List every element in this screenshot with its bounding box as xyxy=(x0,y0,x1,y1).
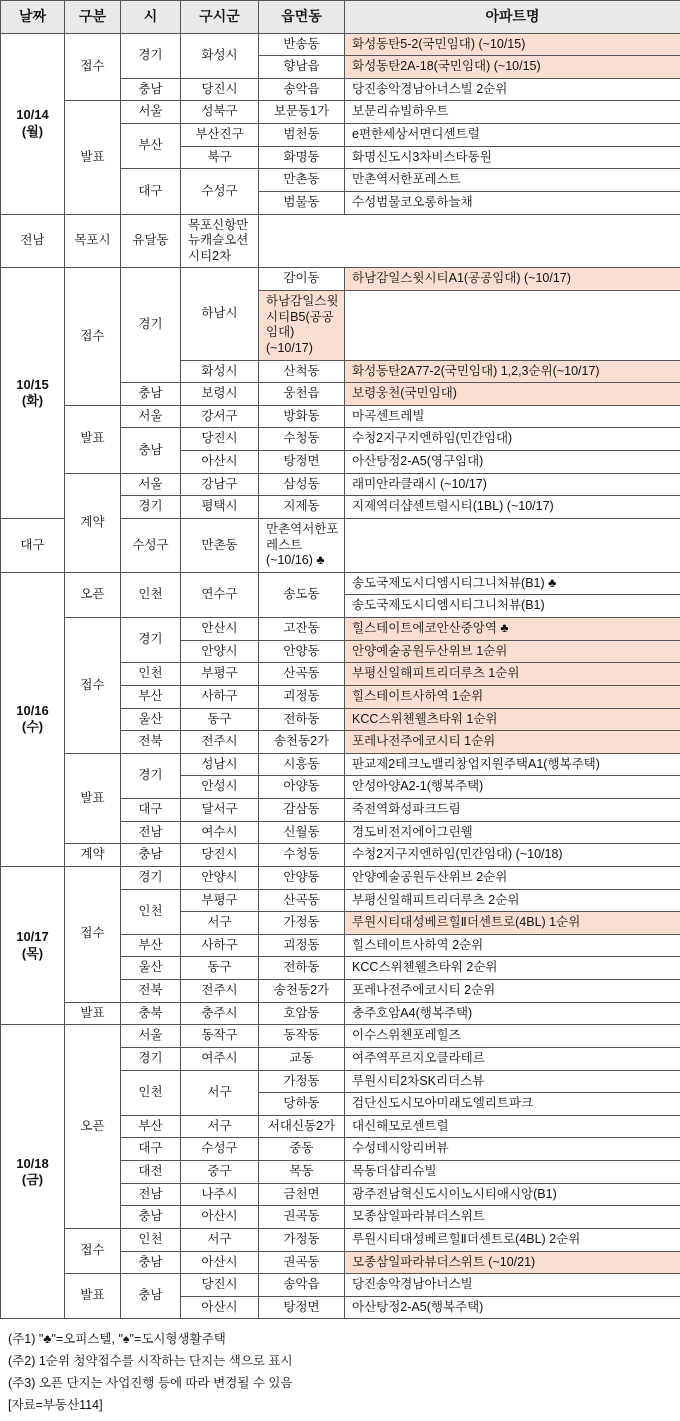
cell-apartment-name: 판교제2테크노밸리창업지원주택A1(행복주택) xyxy=(345,753,680,776)
cell-eupmyeondong: 교동 xyxy=(259,1047,345,1070)
table-row xyxy=(1,1002,680,1025)
cell-si: 충남 xyxy=(121,1251,181,1274)
cell-si: 충남 xyxy=(121,1206,181,1229)
table-row xyxy=(1,1228,680,1251)
cell-apartment-name: 수청2지구지엔하임(민간임대) (~10/18) xyxy=(345,844,680,867)
table-body xyxy=(1,33,680,1319)
table-row xyxy=(1,753,680,776)
cell-apartment-name: 화성동탄2A-18(국민임대) (~10/15) xyxy=(345,56,680,79)
cell-type: 발표 xyxy=(65,1274,121,1319)
cell-eupmyeondong: 탕정면 xyxy=(259,1296,345,1319)
cell-si: 대구 xyxy=(121,1138,181,1161)
cell-si: 경기 xyxy=(121,33,181,78)
header-eupmyeondong: 읍면동 xyxy=(259,1,345,34)
cell-gusigun: 보령시 xyxy=(181,383,259,406)
cell-si: 경기 xyxy=(121,618,181,663)
cell-gusigun: 목포시 xyxy=(65,214,121,268)
cell-eupmyeondong: 송도동 xyxy=(259,572,345,617)
cell-si: 울산 xyxy=(121,957,181,980)
cell-gusigun: 동작구 xyxy=(181,1025,259,1048)
header-apartment: 아파트명 xyxy=(345,1,680,34)
cell-gusigun: 아산시 xyxy=(181,1296,259,1319)
cell-apartment-name: 수성데시앙리버뷰 xyxy=(345,1138,680,1161)
cell-date: 10/14 (월) xyxy=(1,33,65,214)
cell-gusigun: 아산시 xyxy=(181,1251,259,1274)
cell-apartment-name: 모종삼일파라뷰더스위트 (~10/21) xyxy=(345,1251,680,1274)
table-row xyxy=(1,618,680,641)
cell-eupmyeondong: 가정동 xyxy=(259,1228,345,1251)
table-header xyxy=(1,1,680,34)
cell-type: 발표 xyxy=(65,1002,121,1025)
cell-si: 전북 xyxy=(121,980,181,1003)
cell-si: 경기 xyxy=(121,1047,181,1070)
cell-eupmyeondong: 보문동1가 xyxy=(259,101,345,124)
cell-apartment-name: 아산탕정2-A5(행복주택) xyxy=(345,1296,680,1319)
table-row xyxy=(1,33,680,56)
cell-gusigun: 북구 xyxy=(181,146,259,169)
footnote-1: (주1) "♣"=오피스텔, "♠"=도시형생활주택 xyxy=(8,1329,672,1351)
cell-eupmyeondong: 감이동 xyxy=(259,268,345,291)
cell-eupmyeondong: 중동 xyxy=(259,1138,345,1161)
cell-si: 인천 xyxy=(121,663,181,686)
cell-gusigun: 아산시 xyxy=(181,451,259,474)
table-row xyxy=(1,1274,680,1297)
cell-eupmyeondong: 범물동 xyxy=(259,191,345,214)
cell-eupmyeondong: 수청동 xyxy=(259,844,345,867)
cell-apartment-name: 만촌역서한포레스트 xyxy=(345,169,680,192)
cell-type: 발표 xyxy=(65,101,121,214)
cell-type: 접수 xyxy=(65,33,121,101)
cell-apartment-name: 경도비전지에이그린웰 xyxy=(345,821,680,844)
cell-eupmyeondong: 신월동 xyxy=(259,821,345,844)
cell-gusigun: 전주시 xyxy=(181,980,259,1003)
header-date: 날짜 xyxy=(1,1,65,34)
cell-apartment-name: 루원시티대성베르힐Ⅱ더센트로(4BL) 2순위 xyxy=(345,1228,680,1251)
cell-apartment-name: 대신해모로센트럴 xyxy=(345,1115,680,1138)
cell-si: 충남 xyxy=(121,383,181,406)
cell-type: 접수 xyxy=(65,866,121,1002)
cell-date: 10/17 (목) xyxy=(1,866,65,1024)
cell-apartment-name: 포레나전주에코시티 1순위 xyxy=(345,731,680,754)
cell-eupmyeondong: 만촌동 xyxy=(181,518,259,572)
table-row xyxy=(1,268,680,291)
cell-gusigun: 수성구 xyxy=(181,169,259,214)
cell-apartment-name: 모종삼일파라뷰더스위트 xyxy=(345,1206,680,1229)
cell-gusigun: 동구 xyxy=(181,708,259,731)
table-row xyxy=(1,101,680,124)
cell-si: 인천 xyxy=(121,1070,181,1115)
cell-eupmyeondong: 지제동 xyxy=(259,496,345,519)
cell-apartment-name: KCC스위첸웰츠타워 1순위 xyxy=(345,708,680,731)
cell-gusigun: 충주시 xyxy=(181,1002,259,1025)
cell-eupmyeondong: 산척동 xyxy=(259,360,345,383)
cell-gusigun: 당진시 xyxy=(181,844,259,867)
cell-apartment-name: 광주전남혁신도시이노시티애시앙(B1) xyxy=(345,1183,680,1206)
cell-si: 대전 xyxy=(121,1161,181,1184)
cell-si: 인천 xyxy=(121,889,181,934)
cell-apartment-name: 안양예술공원두산위브 2순위 xyxy=(345,866,680,889)
cell-apartment-name: 여주역푸르지오클라테르 xyxy=(345,1047,680,1070)
cell-apartment-name: 마곡센트레빌 xyxy=(345,405,680,428)
cell-eupmyeondong: 삼성동 xyxy=(259,473,345,496)
cell-type: 접수 xyxy=(65,1228,121,1273)
cell-eupmyeondong: 유달동 xyxy=(121,214,181,268)
table-row xyxy=(1,572,680,595)
header-type: 구분 xyxy=(65,1,121,34)
cell-si: 대구 xyxy=(1,518,65,572)
cell-si: 전남 xyxy=(1,214,65,268)
cell-apartment-name: 화성동탄5-2(국민임대) (~10/15) xyxy=(345,33,680,56)
cell-gusigun: 서구 xyxy=(181,1228,259,1251)
cell-apartment-name: 이수스위첸포레힐즈 xyxy=(345,1025,680,1048)
cell-gusigun: 성북구 xyxy=(181,101,259,124)
cell-si: 충남 xyxy=(121,78,181,101)
cell-gusigun: 안성시 xyxy=(181,776,259,799)
table-row xyxy=(1,866,680,889)
cell-gusigun: 연수구 xyxy=(181,572,259,617)
table-row xyxy=(1,405,680,428)
cell-eupmyeondong: 괴정동 xyxy=(259,934,345,957)
cell-eupmyeondong: 만촌동 xyxy=(259,169,345,192)
footnotes xyxy=(0,1319,680,1421)
cell-gusigun: 사하구 xyxy=(181,934,259,957)
cell-type: 접수 xyxy=(65,268,121,405)
table-row xyxy=(1,473,680,496)
cell-si: 서울 xyxy=(121,473,181,496)
cell-eupmyeondong: 목동 xyxy=(259,1161,345,1184)
cell-gusigun: 화성시 xyxy=(181,360,259,383)
cell-gusigun: 동구 xyxy=(181,957,259,980)
cell-type: 계약 xyxy=(65,844,121,867)
cell-gusigun: 여수시 xyxy=(181,821,259,844)
cell-gusigun: 화성시 xyxy=(181,33,259,78)
cell-eupmyeondong: 괴정동 xyxy=(259,685,345,708)
cell-gusigun: 강서구 xyxy=(181,405,259,428)
cell-eupmyeondong: 권곡동 xyxy=(259,1251,345,1274)
cell-eupmyeondong: 서대신동2가 xyxy=(259,1115,345,1138)
cell-eupmyeondong: 수청동 xyxy=(259,428,345,451)
cell-gusigun: 안양시 xyxy=(181,866,259,889)
cell-eupmyeondong: 금천면 xyxy=(259,1183,345,1206)
cell-eupmyeondong: 당하동 xyxy=(259,1093,345,1116)
cell-apartment-name: 만촌역서한포레스트 (~10/16) ♣ xyxy=(259,518,345,572)
cell-gusigun: 서구 xyxy=(181,1115,259,1138)
cell-si: 울산 xyxy=(121,708,181,731)
cell-eupmyeondong: 송악읍 xyxy=(259,78,345,101)
cell-gusigun: 당진시 xyxy=(181,1274,259,1297)
cell-apartment-name: 루원시티대성베르힐Ⅱ더센트로(4BL) 1순위 xyxy=(345,912,680,935)
cell-gusigun: 수성구 xyxy=(121,518,181,572)
cell-gusigun: 하남시 xyxy=(181,268,259,360)
cell-gusigun: 부평구 xyxy=(181,663,259,686)
cell-eupmyeondong: 웅천읍 xyxy=(259,383,345,406)
cell-gusigun: 강남구 xyxy=(181,473,259,496)
header-gusigun: 구시군 xyxy=(181,1,259,34)
cell-gusigun: 부산진구 xyxy=(181,124,259,147)
cell-si: 충남 xyxy=(121,844,181,867)
cell-eupmyeondong: 전하동 xyxy=(259,957,345,980)
cell-type: 오픈 xyxy=(65,1025,121,1229)
cell-gusigun: 평택시 xyxy=(181,496,259,519)
cell-eupmyeondong: 고잔동 xyxy=(259,618,345,641)
cell-gusigun: 부평구 xyxy=(181,889,259,912)
cell-eupmyeondong: 향남읍 xyxy=(259,56,345,79)
cell-eupmyeondong: 감삼동 xyxy=(259,799,345,822)
cell-apartment-name: 보문리슈빌하우트 xyxy=(345,101,680,124)
cell-si: 서울 xyxy=(121,405,181,428)
cell-gusigun: 성남시 xyxy=(181,753,259,776)
cell-eupmyeondong: 범천동 xyxy=(259,124,345,147)
cell-apartment-name: 수성범물코오롱하늘채 xyxy=(345,191,680,214)
cell-apartment-name: 부평신일해피트리더루츠 2순위 xyxy=(345,889,680,912)
cell-si: 대구 xyxy=(121,169,181,214)
cell-gusigun: 당진시 xyxy=(181,428,259,451)
cell-gusigun: 중구 xyxy=(181,1161,259,1184)
cell-eupmyeondong: 산곡동 xyxy=(259,889,345,912)
cell-apartment-name: 지제역더샵센트럴시티(1BL) (~10/17) xyxy=(345,496,680,519)
cell-eupmyeondong: 반송동 xyxy=(259,33,345,56)
cell-apartment-name: 안양예술공원두산위브 1순위 xyxy=(345,640,680,663)
cell-type: 발표 xyxy=(65,405,121,473)
cell-eupmyeondong: 송천동2가 xyxy=(259,731,345,754)
cell-type: 계약 xyxy=(65,473,121,572)
cell-si: 인천 xyxy=(121,572,181,617)
cell-si: 경기 xyxy=(121,268,181,383)
cell-apartment-name: 힐스테이트사하역 1순위 xyxy=(345,685,680,708)
cell-gusigun: 여주시 xyxy=(181,1047,259,1070)
cell-apartment-name: 당진송악경남아너스빌 2순위 xyxy=(345,78,680,101)
cell-gusigun: 달서구 xyxy=(181,799,259,822)
cell-si: 경기 xyxy=(121,496,181,519)
cell-apartment-name: 부평신일해피트리더루츠 1순위 xyxy=(345,663,680,686)
cell-si: 충남 xyxy=(121,1274,181,1319)
cell-si: 부산 xyxy=(121,124,181,169)
cell-apartment-name: 화성동탄2A77-2(국민임대) 1,2,3순위(~10/17) xyxy=(345,360,680,383)
cell-type: 접수 xyxy=(65,618,121,754)
cell-apartment-name: 래미안라클래시 (~10/17) xyxy=(345,473,680,496)
cell-gusigun: 전주시 xyxy=(181,731,259,754)
cell-date: 10/16 (수) xyxy=(1,572,65,866)
cell-apartment-name: 죽전역화성파크드림 xyxy=(345,799,680,822)
cell-apartment-name: 안성아양A2-1(행복주택) xyxy=(345,776,680,799)
cell-apartment-name: 힐스테이트사하역 2순위 xyxy=(345,934,680,957)
header-si: 시 xyxy=(121,1,181,34)
cell-apartment-name: 당진송악경남아너스빌 xyxy=(345,1274,680,1297)
cell-apartment-name: KCC스위첸웰츠타워 2순위 xyxy=(345,957,680,980)
cell-si: 충북 xyxy=(121,1002,181,1025)
cell-apartment-name: 목동더샵리슈빌 xyxy=(345,1161,680,1184)
cell-eupmyeondong: 시흥동 xyxy=(259,753,345,776)
cell-apartment-name: 루원시티2차SK리더스뷰 xyxy=(345,1070,680,1093)
cell-si: 전남 xyxy=(121,821,181,844)
cell-apartment-name: 아산탕정2-A5(영구임대) xyxy=(345,451,680,474)
cell-gusigun: 아산시 xyxy=(181,1206,259,1229)
footnote-source: [자료=부동산114] xyxy=(8,1395,672,1417)
cell-si: 전북 xyxy=(121,731,181,754)
cell-eupmyeondong: 안양동 xyxy=(259,866,345,889)
cell-gusigun: 서구 xyxy=(181,912,259,935)
cell-type: 발표 xyxy=(65,753,121,844)
cell-si: 부산 xyxy=(121,934,181,957)
cell-gusigun: 안양시 xyxy=(181,640,259,663)
cell-apartment-name: 목포신항만뉴캐슬오션시티2차 xyxy=(181,214,259,268)
cell-eupmyeondong: 동작동 xyxy=(259,1025,345,1048)
cell-apartment-name: 검단신도시모아미래도엘리트파크 xyxy=(345,1093,680,1116)
cell-eupmyeondong: 가정동 xyxy=(259,912,345,935)
cell-si: 경기 xyxy=(121,753,181,798)
cell-eupmyeondong: 호암동 xyxy=(259,1002,345,1025)
cell-si: 서울 xyxy=(121,1025,181,1048)
cell-apartment-name: 하남감일스윗시티A1(공공임대) (~10/17) xyxy=(345,268,680,291)
cell-apartment-name: e편한세상서면디센트럴 xyxy=(345,124,680,147)
cell-type: 오픈 xyxy=(65,572,121,617)
cell-eupmyeondong: 산곡동 xyxy=(259,663,345,686)
cell-si: 경기 xyxy=(121,866,181,889)
cell-apartment-name: 충주호암A4(행복주택) xyxy=(345,1002,680,1025)
table-row xyxy=(1,214,680,268)
cell-si: 부산 xyxy=(121,1115,181,1138)
header-row xyxy=(1,1,680,34)
cell-eupmyeondong: 아양동 xyxy=(259,776,345,799)
cell-eupmyeondong: 송악읍 xyxy=(259,1274,345,1297)
cell-si: 부산 xyxy=(121,685,181,708)
cell-eupmyeondong: 탕정면 xyxy=(259,451,345,474)
cell-si: 인천 xyxy=(121,1228,181,1251)
cell-si: 대구 xyxy=(121,799,181,822)
cell-apartment-name: 보령웅천(국민임대) xyxy=(345,383,680,406)
cell-gusigun: 사하구 xyxy=(181,685,259,708)
cell-eupmyeondong: 권곡동 xyxy=(259,1206,345,1229)
cell-si: 전남 xyxy=(121,1183,181,1206)
cell-date: 10/15 (화) xyxy=(1,268,65,519)
cell-apartment-name: 힐스테이트에코안산중앙역 ♣ xyxy=(345,618,680,641)
cell-si: 서울 xyxy=(121,101,181,124)
cell-apartment-name: 하남감일스윗시티B5(공공임대) (~10/17) xyxy=(259,291,345,361)
cell-date: 10/18 (금) xyxy=(1,1025,65,1319)
cell-gusigun: 나주시 xyxy=(181,1183,259,1206)
footnote-2: (주2) 1순위 청약접수를 시작하는 단지는 색으로 표시 xyxy=(8,1351,672,1373)
cell-eupmyeondong: 가정동 xyxy=(259,1070,345,1093)
table-row xyxy=(1,844,680,867)
cell-apartment-name: 화명신도시3차비스타동원 xyxy=(345,146,680,169)
cell-si: 충남 xyxy=(121,428,181,473)
cell-gusigun: 서구 xyxy=(181,1070,259,1115)
table-row xyxy=(1,1025,680,1048)
cell-eupmyeondong: 화명동 xyxy=(259,146,345,169)
cell-gusigun: 안산시 xyxy=(181,618,259,641)
cell-eupmyeondong: 방화동 xyxy=(259,405,345,428)
cell-apartment-name: 수청2지구지엔하임(민간임대) xyxy=(345,428,680,451)
cell-apartment-name: 송도국제도시디엠시티그니처뷰(B1) xyxy=(345,595,680,618)
cell-eupmyeondong: 전하동 xyxy=(259,708,345,731)
cell-eupmyeondong: 송천동2가 xyxy=(259,980,345,1003)
cell-eupmyeondong: 안양동 xyxy=(259,640,345,663)
cell-gusigun: 당진시 xyxy=(181,78,259,101)
cell-gusigun: 수성구 xyxy=(181,1138,259,1161)
cell-apartment-name: 송도국제도시디엠시티그니처뷰(B1) ♣ xyxy=(345,572,680,595)
cell-apartment-name: 포레나전주에코시티 2순위 xyxy=(345,980,680,1003)
footnote-3: (주3) 오픈 단지는 사업진행 등에 따라 변경될 수 있음 xyxy=(8,1373,672,1395)
